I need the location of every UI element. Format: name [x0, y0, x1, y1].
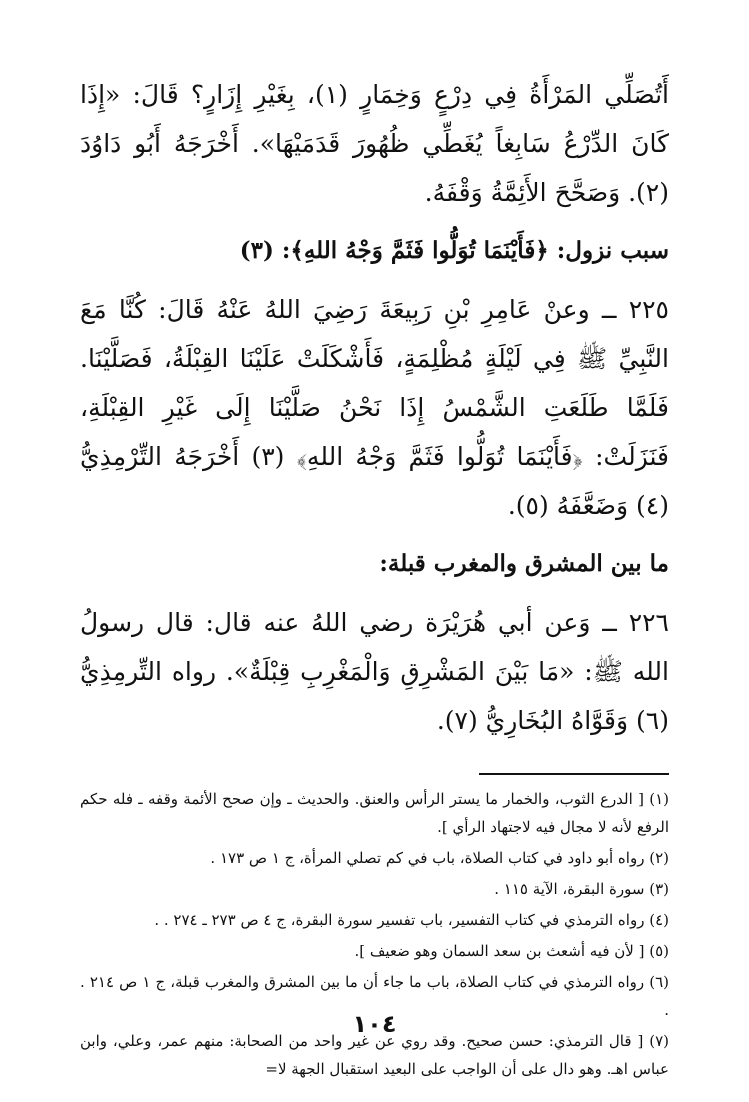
footnote-5: (٥) [ لأن فيه أشعث بن سعد السمان وهو ضعيف ]. — [354, 942, 669, 960]
footnote-6: (٦) رواه الترمذي في كتاب الصلاة، باب ما جاء أن ما بين المشرق والمغرب قبلة، ج ١ ص ٢١٤ . . — [80, 973, 670, 1019]
footnotes — [80, 785, 669, 1083]
footnote-2: (٢) رواه أبو داود في كتاب الصلاة، باب في كم تصلي المرأة، ج ١ ص ١٧٣ . — [210, 849, 669, 867]
hadith-226: ٢٢٦ ــ وَعن أبي هُرَيْرَة رضي اللهُ عنه قال: قال رسولُ الله ﷺ: «مَا بَيْنَ المَشْرِقِ وَالْمَغْرِبِ قِبْلَةٌ». رواه التِّرمِذِيُّ (٦) وَقَوَّاهُ البُخَارِيُّ (٧). — [80, 608, 669, 735]
footnote-7: (٧) [ قال الترمذي: حسن صحيح. وقد روي عن غير واحد من الصحابة: منهم عمر، وعلي، وابن عباس اهـ. وهو دال على أن الواجب على البعيد استقبال الجهة لا= — [80, 1032, 669, 1078]
footnote-divider — [479, 773, 669, 775]
paragraph-continuation: أَتُصَلِّي المَرْأَةُ فِي دِرْعٍ وَخِمَارٍ (١)، بِغَيْرِ إِزَارٍ؟ قَالَ: «إِذَا كَانَ الدِّرْعُ سَابِغاً يُغَطِّي ظُهُورَ قَدَمَيْهَا». أَخْرَجَهُ أَبُو دَاوُدَ (٢). وَصَحَّحَ الأَئِمَّةُ وَقْفَهُ. — [80, 80, 670, 207]
footnote-4: (٤) رواه الترمذي في كتاب التفسير، باب تفسير سورة البقرة، ج ٤ ص ٢٧٣ ـ ٢٧٤ . . — [154, 911, 669, 929]
footnote-3: (٣) سورة البقرة، الآية ١١٥ . — [494, 880, 669, 898]
section-heading-qibla: ما بين المشرق والمغرب قبلة: — [379, 550, 669, 577]
hadith-225: ٢٢٥ ــ وعنْ عَامِرِ بْنِ رَبِيعَةَ رَضِيَ اللهُ عَنْهُ قَالَ: كُنَّا مَعَ النَّبِيِّ ﷺ فِي لَيْلَةٍ مُظْلِمَةٍ، فَأَشْكَلَتْ عَلَيْنَا القِبْلَةُ، فَصَلَّيْنَا. فَلَمَّا طَلَعَتِ الشَّمْسُ إِذَا نَحْنُ صَلَّيْنَا إِلَى غَيْرِ القِبْلَةِ، فَنَزَلَتْ: ﴿فَأَيْنَمَا تُوَلُّوا فَثَمَّ وَجْهُ اللهِ﴾ (٣) أَخْرَجَهُ التِّرْمِذِيُّ (٤) وَضَعَّفَهُ (٥). — [80, 295, 669, 520]
footnote-1: (١) [ الدرع الثوب، والخمار ما يستر الرأس والعنق. والحديث ـ وإن صحح الأئمة وقفه ـ فله حكم الرفع لأنه لا مجال فيه لاجتهاد الرأي ]. — [80, 790, 669, 836]
page-number: ١٠٤ — [352, 1010, 397, 1038]
section-heading-revelation: سبب نزول: ﴿فَأَيْنَمَا تُوَلُّوا فَثَمَّ وَجْهُ اللهِ﴾: (٣) — [239, 237, 669, 264]
